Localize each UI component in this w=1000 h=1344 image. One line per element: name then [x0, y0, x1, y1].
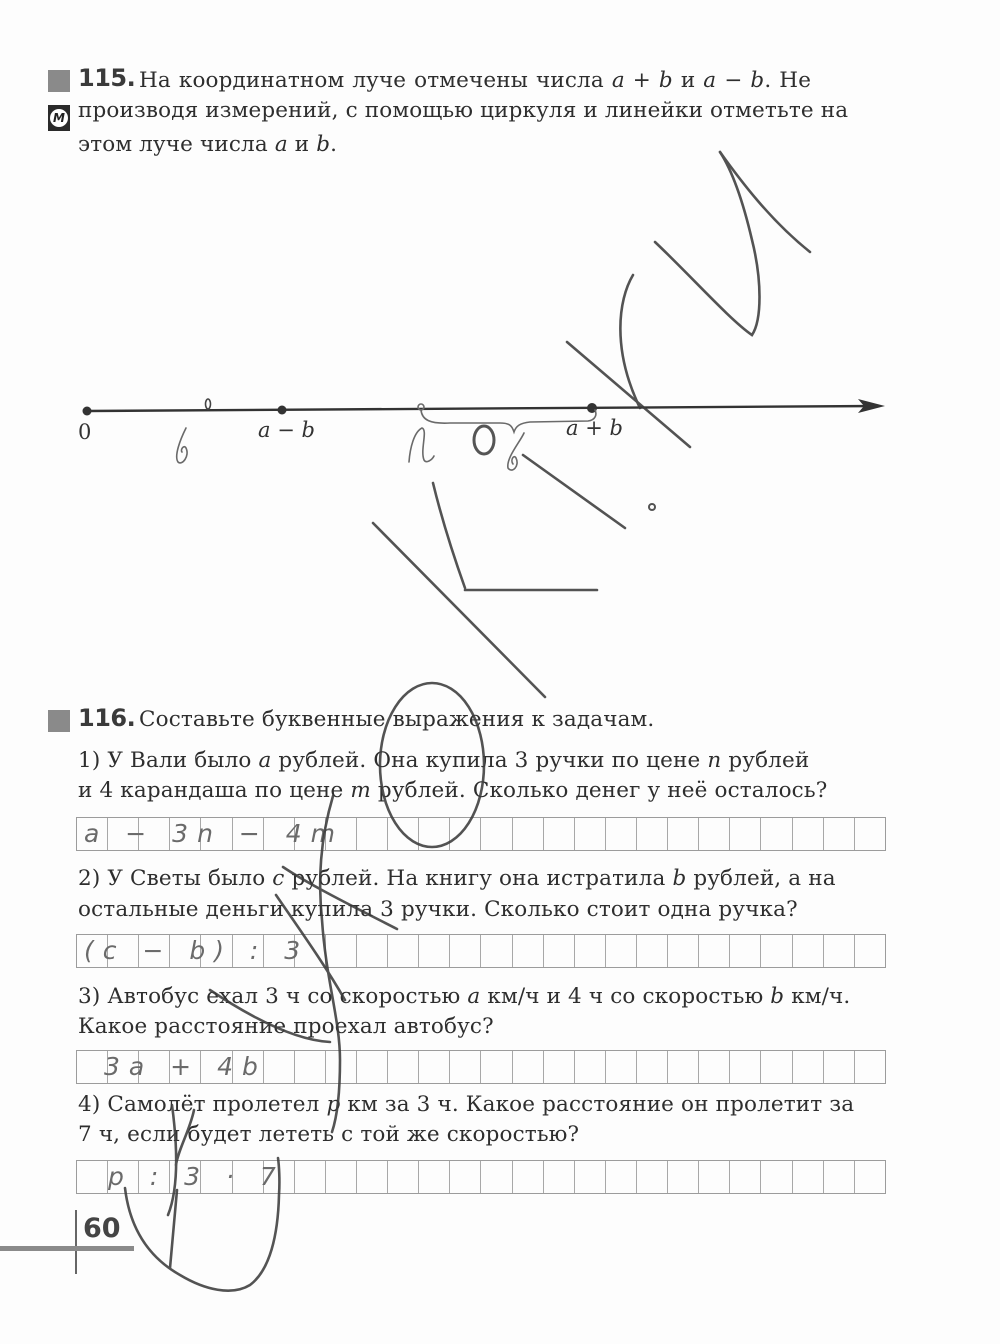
grid-cell[interactable] — [575, 1051, 606, 1083]
grid-cell[interactable] — [668, 818, 699, 850]
grid-cell[interactable] — [824, 935, 855, 967]
grid-cell[interactable] — [699, 935, 730, 967]
grid-cell[interactable] — [357, 818, 388, 850]
task115-line-2: производя измерений, с помощью циркуля и линейки отметьте на — [78, 98, 849, 123]
arrow-head-icon — [858, 399, 885, 413]
page-number: 60 — [83, 1213, 121, 1244]
grid-cell[interactable] — [606, 1051, 637, 1083]
number-line-label-a-plus-b: a + b — [566, 416, 623, 440]
grid-cell[interactable] — [668, 935, 699, 967]
variable-m: m — [350, 778, 371, 803]
grid-cell[interactable] — [388, 818, 419, 850]
number-line-label-a-minus-b: a − b — [258, 418, 315, 442]
grid-cell[interactable] — [699, 1051, 730, 1083]
grid-cell[interactable] — [824, 1161, 855, 1193]
variable-b: b — [672, 866, 687, 891]
task116-title: Составьте буквенные выражения к задачам. — [139, 707, 655, 732]
grid-cell[interactable] — [761, 1161, 792, 1193]
variable-a: a — [467, 984, 481, 1009]
task115-line-3: этом луче числа a и b. — [78, 132, 338, 157]
task115-line-1: На координатном луче отмечены числа a + b и a − b. Не — [139, 68, 812, 93]
grid-cell[interactable] — [513, 935, 544, 967]
grid-cell[interactable] — [699, 1161, 730, 1193]
grid-cell[interactable] — [855, 1051, 885, 1083]
grid-cell[interactable] — [793, 1051, 824, 1083]
grid-cell[interactable] — [450, 1051, 481, 1083]
grid-cell[interactable] — [357, 1161, 388, 1193]
grid-cell[interactable] — [77, 1161, 108, 1193]
grid-cell[interactable] — [730, 1161, 761, 1193]
grid-cell[interactable] — [326, 935, 357, 967]
grid-cell[interactable] — [481, 1161, 512, 1193]
variable-b: b — [316, 132, 331, 157]
answer-1: a − 3n − 4m — [84, 819, 345, 848]
grid-cell[interactable] — [295, 1161, 326, 1193]
item4-line-2: 7 ч, если будет лететь с той же скоростью? — [78, 1122, 580, 1147]
grid-cell[interactable] — [637, 1051, 668, 1083]
grid-cell[interactable] — [481, 935, 512, 967]
item1-line-2: и 4 карандаша по цене m рублей. Сколько денег у неё осталось? — [78, 778, 828, 803]
grid-cell[interactable] — [637, 1161, 668, 1193]
grid-cell[interactable] — [419, 818, 450, 850]
grid-cell[interactable] — [481, 818, 512, 850]
grid-cell[interactable] — [855, 1161, 885, 1193]
grid-cell[interactable] — [450, 818, 481, 850]
grid-cell[interactable] — [544, 935, 575, 967]
grid-cell[interactable] — [668, 1161, 699, 1193]
grid-cell[interactable] — [761, 935, 792, 967]
grid-cell[interactable] — [388, 1051, 419, 1083]
grid-cell[interactable] — [326, 1161, 357, 1193]
task-marker-116 — [48, 710, 70, 732]
page-number-divider — [75, 1210, 77, 1274]
variable-b: b — [750, 68, 765, 93]
task-number-115: 115. — [78, 64, 136, 92]
m-badge-icon: М — [48, 105, 70, 131]
grid-cell[interactable] — [544, 1161, 575, 1193]
grid-cell[interactable] — [450, 1161, 481, 1193]
grid-cell[interactable] — [793, 935, 824, 967]
point-a-minus-b — [278, 406, 287, 415]
point-a-plus-b — [587, 403, 597, 413]
answer-3: 3a + 4b — [104, 1052, 267, 1081]
grid-cell[interactable] — [326, 1051, 357, 1083]
grid-cell[interactable] — [637, 935, 668, 967]
grid-cell[interactable] — [419, 1161, 450, 1193]
grid-cell[interactable] — [699, 818, 730, 850]
point-zero — [83, 407, 92, 416]
grid-cell[interactable] — [544, 1051, 575, 1083]
grid-cell[interactable] — [544, 818, 575, 850]
grid-cell[interactable] — [730, 818, 761, 850]
page-footer-bar — [0, 1246, 134, 1251]
grid-cell[interactable] — [761, 818, 792, 850]
grid-cell[interactable] — [761, 1051, 792, 1083]
grid-cell[interactable] — [855, 935, 885, 967]
grid-cell[interactable] — [481, 1051, 512, 1083]
number-line — [83, 399, 886, 416]
grid-cell[interactable] — [357, 935, 388, 967]
task-marker-115 — [48, 70, 70, 92]
grid-cell[interactable] — [419, 935, 450, 967]
grid-cell[interactable] — [357, 1051, 388, 1083]
grid-cell[interactable] — [513, 818, 544, 850]
variable-c: c — [272, 866, 285, 891]
grid-cell[interactable] — [793, 1161, 824, 1193]
variable-p: p — [326, 1092, 341, 1117]
grid-cell[interactable] — [575, 818, 606, 850]
handwritten-number-line-marks — [177, 399, 596, 470]
grid-cell[interactable] — [575, 1161, 606, 1193]
task-number-116: 116. — [78, 704, 136, 732]
variable-a: a — [611, 68, 625, 93]
grid-cell[interactable] — [606, 818, 637, 850]
variable-a: a — [258, 748, 272, 773]
item3-line-2: Какое расстояние проехал автобус? — [78, 1014, 494, 1039]
variable-a: a — [703, 68, 717, 93]
item2-line-2: остальные деньги купила 3 ручки. Сколько стоит одна ручка? — [78, 897, 798, 922]
answer-2: (c − b) : 3 — [84, 936, 310, 965]
number-line-origin-label: 0 — [78, 420, 92, 444]
variable-a: a — [274, 132, 288, 157]
grid-cell[interactable] — [606, 935, 637, 967]
item1-line-1: 1) У Вали было a рублей. Она купила 3 ручки по цене n рублей — [78, 748, 810, 773]
grid-cell[interactable] — [824, 818, 855, 850]
grid-cell[interactable] — [824, 1051, 855, 1083]
variable-b: b — [658, 68, 673, 93]
grid-cell[interactable] — [295, 1051, 326, 1083]
grid-cell[interactable] — [730, 935, 761, 967]
grid-cell[interactable] — [637, 818, 668, 850]
item2-line-1: 2) У Светы было c рублей. На книгу она истратила b рублей, а на — [78, 866, 836, 891]
answer-4: p : 3 · 7 — [108, 1162, 285, 1191]
grid-cell[interactable] — [575, 935, 606, 967]
grid-cell[interactable] — [513, 1161, 544, 1193]
grid-cell[interactable] — [730, 1051, 761, 1083]
grid-cell[interactable] — [855, 818, 885, 850]
grid-cell[interactable] — [606, 1161, 637, 1193]
grid-cell[interactable] — [388, 935, 419, 967]
grid-cell[interactable] — [419, 1051, 450, 1083]
grid-cell[interactable] — [513, 1051, 544, 1083]
grid-cell[interactable] — [450, 935, 481, 967]
item4-line-1: 4) Самолёт пролетел p км за 3 ч. Какое расстояние он пролетит за — [78, 1092, 855, 1117]
grid-cell[interactable] — [264, 1051, 295, 1083]
grid-cell[interactable] — [388, 1161, 419, 1193]
grid-cell[interactable] — [793, 818, 824, 850]
grid-cell[interactable] — [668, 1051, 699, 1083]
variable-b: b — [770, 984, 785, 1009]
variable-n: n — [707, 748, 722, 773]
item3-line-1: 3) Автобус ехал 3 ч со скоростью a км/ч и 4 ч со скоростью b км/ч. — [78, 984, 851, 1009]
